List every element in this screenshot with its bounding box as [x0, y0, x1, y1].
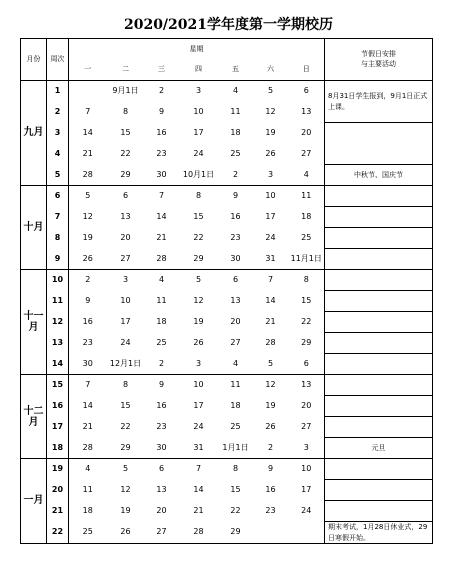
header-weekday: 二 — [107, 60, 145, 81]
day-cell: 29 — [219, 522, 253, 544]
day-cell: 4 — [219, 81, 253, 102]
day-cell: 25 — [156, 338, 167, 347]
day-cell: 9 — [253, 459, 289, 480]
day-cell: 14 — [265, 296, 276, 305]
day-cell: 10 — [253, 186, 289, 207]
day-cell: 11 — [230, 107, 241, 116]
day-cell: 17 — [120, 317, 131, 326]
month-label: 十二 月 — [21, 375, 47, 459]
day-cell: 2 — [219, 165, 253, 186]
week-number: 19 — [47, 459, 69, 480]
week-number: 15 — [47, 375, 69, 396]
day-cell: 13 — [156, 485, 167, 494]
notes-cell — [325, 123, 433, 165]
day-cell: 12 — [253, 375, 289, 396]
day-cell: 25 — [230, 149, 241, 158]
day-cell: 16 — [156, 128, 167, 137]
week-row — [21, 375, 433, 396]
day-cell: 22 — [230, 506, 241, 515]
week-row — [21, 438, 433, 459]
day-cell: 5 — [179, 270, 219, 291]
notes-cell: 期末考试，1月28日休业式，29日寒假开始。 — [325, 522, 433, 544]
week-number: 22 — [47, 522, 69, 544]
week-number: 21 — [47, 501, 69, 522]
week-number: 7 — [47, 207, 69, 228]
day-cell: 8 — [179, 186, 219, 207]
day-cell: 25 — [301, 233, 312, 242]
day-cell: 12 — [82, 212, 93, 221]
day-cell: 17 — [193, 401, 204, 410]
day-cell: 7 — [69, 375, 107, 396]
day-cell: 17 — [301, 485, 312, 494]
week-number: 9 — [47, 249, 69, 270]
week-row — [21, 270, 433, 291]
day-cell: 15 — [193, 212, 204, 221]
header-month: 月份 — [21, 39, 47, 81]
day-cell: 30 — [219, 249, 253, 270]
day-cell: 12 — [193, 296, 204, 305]
day-cell: 16 — [230, 212, 241, 221]
day-cell: 7 — [145, 186, 179, 207]
day-cell: 6 — [107, 186, 145, 207]
day-cell: 13 — [230, 296, 241, 305]
day-cell: 21 — [156, 233, 167, 242]
week-row — [21, 459, 433, 480]
day-cell: 7 — [253, 270, 289, 291]
week-number: 12 — [47, 312, 69, 333]
day-cell: 18 — [82, 506, 93, 515]
day-cell: 30 — [69, 354, 107, 375]
day-cell: 28 — [69, 165, 107, 186]
day-cell: 19 — [193, 317, 204, 326]
week-row — [21, 123, 433, 144]
week-number: 13 — [47, 333, 69, 354]
day-cell: 12 — [120, 485, 131, 494]
day-cell: 26 — [193, 338, 204, 347]
day-cell: 6 — [219, 270, 253, 291]
day-cell: 19 — [265, 401, 276, 410]
day-cell: 8 — [122, 107, 129, 116]
day-cell: 10月1日 — [179, 165, 219, 186]
day-cell: 5 — [107, 459, 145, 480]
day-cell: 10 — [193, 107, 204, 116]
day-cell: 14 — [156, 212, 167, 221]
day-cell: 21 — [82, 149, 93, 158]
day-cell: 9月1日 — [107, 81, 145, 102]
month-label: 十月 — [21, 186, 47, 270]
notes-cell — [325, 459, 433, 480]
week-row — [21, 165, 433, 186]
day-cell: 8 — [289, 270, 325, 291]
notes-cell: 中秋节、国庆节 — [325, 165, 433, 186]
week-number: 6 — [47, 186, 69, 207]
week-row — [21, 396, 433, 417]
header-notes: 节假日安排 与主要活动 — [325, 39, 433, 81]
day-cell: 15 — [120, 401, 131, 410]
notes-cell — [325, 417, 433, 438]
day-cell: 6 — [289, 354, 325, 375]
day-cell: 21 — [265, 317, 276, 326]
day-cell: 28 — [179, 522, 219, 544]
day-cell: 27 — [301, 149, 312, 158]
day-cell: 5 — [253, 354, 289, 375]
day-cell — [253, 522, 289, 544]
week-row — [21, 522, 433, 544]
week-number: 3 — [47, 123, 69, 144]
notes-cell: 元旦 — [325, 438, 433, 459]
header-weekday: 四 — [179, 60, 219, 81]
week-number: 20 — [47, 480, 69, 501]
day-cell: 19 — [120, 506, 131, 515]
week-number: 10 — [47, 270, 69, 291]
header-weekday: 六 — [253, 60, 289, 81]
day-cell: 3 — [179, 354, 219, 375]
day-cell: 29 — [107, 165, 145, 186]
week-row — [21, 501, 433, 522]
day-cell: 14 — [82, 401, 93, 410]
day-cell: 14 — [193, 485, 204, 494]
day-cell: 17 — [193, 128, 204, 137]
day-cell: 20 — [156, 506, 167, 515]
day-cell: 26 — [265, 422, 276, 431]
day-cell: 13 — [301, 107, 312, 116]
month-label: 一月 — [21, 459, 47, 544]
notes-cell: 8月31日学生报到，9月1日正式上课。 — [325, 81, 433, 123]
day-cell: 24 — [301, 506, 312, 515]
week-row — [21, 312, 433, 333]
day-cell: 19 — [82, 233, 93, 242]
day-cell: 4 — [219, 354, 253, 375]
week-row — [21, 186, 433, 207]
week-row — [21, 207, 433, 228]
day-cell: 9 — [85, 296, 91, 305]
day-cell: 24 — [120, 338, 131, 347]
day-cell: 9 — [145, 375, 179, 396]
day-cell: 22 — [120, 149, 131, 158]
day-cell: 16 — [265, 485, 276, 494]
notes-cell — [325, 270, 433, 291]
day-cell: 30 — [145, 165, 179, 186]
week-row — [21, 417, 433, 438]
day-cell: 27 — [230, 338, 241, 347]
notes-cell — [325, 396, 433, 417]
week-number: 1 — [47, 81, 69, 102]
day-cell: 2 — [253, 438, 289, 459]
day-cell: 23 — [230, 233, 241, 242]
day-cell: 21 — [82, 422, 93, 431]
day-cell: 11 — [219, 375, 253, 396]
day-cell: 26 — [265, 149, 276, 158]
week-number: 18 — [47, 438, 69, 459]
day-cell: 24 — [193, 149, 204, 158]
day-cell: 5 — [253, 81, 289, 102]
day-cell: 28 — [265, 338, 276, 347]
notes-cell — [325, 228, 433, 249]
day-cell: 24 — [193, 422, 204, 431]
day-cell: 18 — [230, 401, 241, 410]
calendar-table — [20, 38, 433, 544]
header-weekday: 日 — [289, 60, 325, 81]
day-cell: 13 — [289, 375, 325, 396]
week-row — [21, 291, 433, 312]
day-cell: 24 — [265, 233, 276, 242]
notes-cell — [325, 501, 433, 522]
day-cell: 7 — [85, 107, 91, 116]
day-cell: 20 — [301, 128, 312, 137]
day-cell: 20 — [230, 317, 241, 326]
week-number: 17 — [47, 417, 69, 438]
day-cell: 14 — [82, 128, 93, 137]
day-cell: 12 — [265, 107, 276, 116]
notes-cell — [325, 480, 433, 501]
notes-cell — [325, 333, 433, 354]
month-label: 十一 月 — [21, 270, 47, 375]
header-weekday: 三 — [145, 60, 179, 81]
week-number: 16 — [47, 396, 69, 417]
day-cell: 11月1日 — [289, 249, 325, 270]
day-cell: 18 — [301, 212, 312, 221]
day-cell: 13 — [120, 212, 131, 221]
week-number: 8 — [47, 228, 69, 249]
day-cell: 25 — [230, 422, 241, 431]
day-cell: 10 — [179, 375, 219, 396]
day-cell: 19 — [265, 128, 276, 137]
day-cell: 15 — [301, 296, 312, 305]
day-cell: 4 — [145, 270, 179, 291]
day-cell: 20 — [120, 233, 131, 242]
day-cell: 11 — [82, 485, 93, 494]
day-cell: 10 — [289, 459, 325, 480]
week-row — [21, 480, 433, 501]
day-cell: 3 — [179, 81, 219, 102]
day-cell: 20 — [301, 401, 312, 410]
day-cell: 30 — [145, 438, 179, 459]
day-cell: 26 — [69, 249, 107, 270]
day-cell: 23 — [82, 338, 93, 347]
day-cell: 8 — [107, 375, 145, 396]
week-row — [21, 228, 433, 249]
header-week: 周次 — [47, 39, 69, 81]
day-cell: 4 — [69, 459, 107, 480]
notes-cell — [325, 207, 433, 228]
day-cell: 7 — [179, 459, 219, 480]
day-cell: 11 — [156, 296, 167, 305]
day-cell: 1月1日 — [219, 438, 253, 459]
day-cell: 12月1日 — [107, 354, 145, 375]
week-row — [21, 354, 433, 375]
page-title: 2020/2021学年度第一学期校历 — [123, 17, 334, 33]
header-weekday: 五 — [219, 60, 253, 81]
day-cell: 15 — [120, 128, 131, 137]
header-weekday-group: 星期 — [69, 39, 325, 60]
day-cell: 6 — [289, 81, 325, 102]
day-cell: 3 — [253, 165, 289, 186]
day-cell: 22 — [120, 422, 131, 431]
day-cell: 21 — [193, 506, 204, 515]
day-cell: 2 — [145, 81, 179, 102]
day-cell: 3 — [289, 438, 325, 459]
day-cell: 29 — [179, 249, 219, 270]
day-cell: 27 — [301, 422, 312, 431]
day-cell: 2 — [145, 354, 179, 375]
day-cell: 18 — [230, 128, 241, 137]
header-weekday: 一 — [69, 60, 107, 81]
week-row — [21, 333, 433, 354]
day-cell: 22 — [301, 317, 312, 326]
day-cell: 29 — [107, 438, 145, 459]
day-cell: 9 — [158, 107, 165, 116]
notes-cell — [325, 186, 433, 207]
day-cell: 27 — [107, 249, 145, 270]
notes-cell — [325, 375, 433, 396]
day-cell: 18 — [156, 317, 167, 326]
day-cell: 31 — [179, 438, 219, 459]
day-cell: 17 — [265, 212, 276, 221]
notes-cell — [325, 291, 433, 312]
day-cell: 3 — [107, 270, 145, 291]
month-label: 九月 — [21, 81, 47, 186]
day-cell: 25 — [69, 522, 107, 544]
day-cell — [69, 81, 107, 102]
week-row — [21, 249, 433, 270]
notes-cell — [325, 249, 433, 270]
day-cell: 23 — [265, 506, 276, 515]
week-number: 14 — [47, 354, 69, 375]
day-cell: 28 — [69, 438, 107, 459]
notes-cell — [325, 312, 433, 333]
day-cell — [289, 522, 325, 544]
day-cell: 11 — [289, 186, 325, 207]
notes-cell — [325, 354, 433, 375]
day-cell: 16 — [156, 401, 167, 410]
day-cell: 4 — [289, 165, 325, 186]
day-cell: 5 — [69, 186, 107, 207]
day-cell: 31 — [253, 249, 289, 270]
day-cell: 23 — [156, 422, 167, 431]
day-cell: 10 — [120, 296, 131, 305]
day-cell: 16 — [82, 317, 93, 326]
week-row — [21, 81, 433, 102]
day-cell: 29 — [301, 338, 312, 347]
day-cell: 8 — [219, 459, 253, 480]
day-cell: 27 — [145, 522, 179, 544]
day-cell: 28 — [145, 249, 179, 270]
week-number: 4 — [47, 144, 69, 165]
day-cell: 9 — [219, 186, 253, 207]
week-number: 5 — [47, 165, 69, 186]
day-cell: 23 — [156, 149, 167, 158]
day-cell: 15 — [230, 485, 241, 494]
day-cell: 2 — [69, 270, 107, 291]
day-cell: 26 — [107, 522, 145, 544]
week-number: 2 — [47, 102, 69, 123]
day-cell: 22 — [193, 233, 204, 242]
day-cell: 6 — [145, 459, 179, 480]
week-number: 11 — [47, 291, 69, 312]
